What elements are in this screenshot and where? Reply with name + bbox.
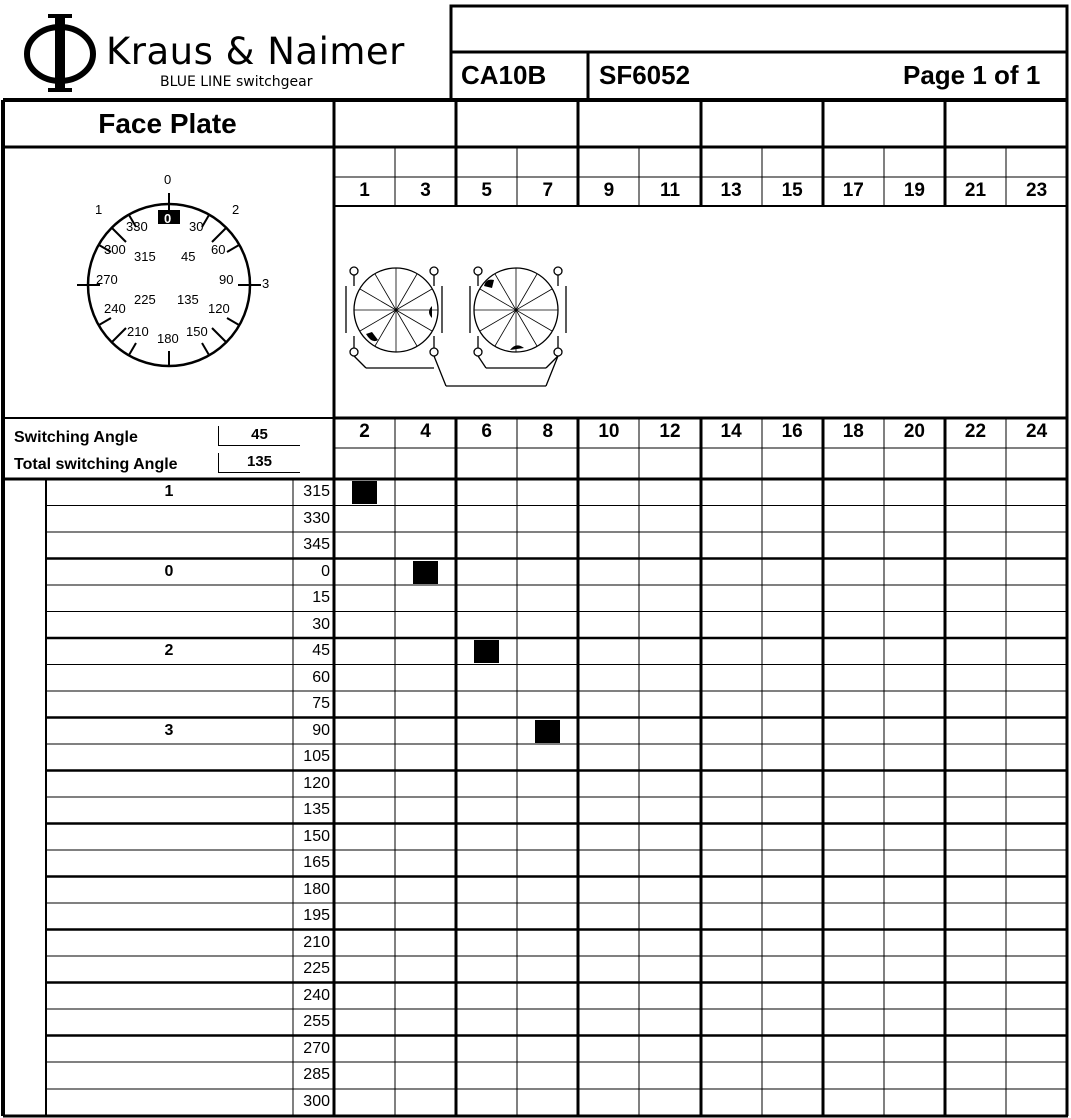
row-angle-label: 0 xyxy=(321,562,330,580)
terminal-top-17: 17 xyxy=(842,180,864,201)
terminal-bottom-4: 4 xyxy=(420,421,431,442)
program-number: SF6052 xyxy=(599,60,691,90)
contact-closed-marker xyxy=(352,481,377,504)
terminal-bottom-2: 2 xyxy=(359,421,370,442)
dial-angle-240: 240 xyxy=(104,301,126,316)
dial-angle-150: 150 xyxy=(186,324,208,339)
contact-closed-marker xyxy=(413,561,438,584)
terminal-bottom-10: 10 xyxy=(598,421,620,442)
row-position-label: 2 xyxy=(164,642,174,659)
dial-angle-210: 210 xyxy=(127,324,149,339)
total-switching-angle-value: 135 xyxy=(218,453,300,473)
row-angle-label: 105 xyxy=(303,748,330,765)
row-angle-label: 150 xyxy=(303,827,330,845)
dial-angle-90: 90 xyxy=(219,272,234,287)
terminal-bottom-8: 8 xyxy=(542,421,554,442)
brand-name: Kraus & Naimer xyxy=(106,30,405,73)
dial-angle-60: 60 xyxy=(211,242,226,257)
dial-pos-1: 1 xyxy=(95,202,103,217)
terminal-top-11: 11 xyxy=(659,180,681,201)
row-angle-label: 210 xyxy=(303,933,330,951)
dial-angle-120: 120 xyxy=(208,301,230,316)
row-angle-label: 270 xyxy=(303,1039,330,1057)
terminal-top-23: 23 xyxy=(1026,180,1048,201)
terminal-top-21: 21 xyxy=(964,180,987,201)
row-angle-label: 345 xyxy=(303,536,330,553)
contact-diagram xyxy=(336,208,1066,416)
switching-angle-label: Switching Angle xyxy=(14,429,138,446)
terminal-bottom-12: 12 xyxy=(659,421,681,442)
dial-angle-135: 135 xyxy=(177,292,199,307)
row-angle-label: 180 xyxy=(303,880,330,898)
row-angle-label: 285 xyxy=(303,1066,330,1083)
terminal-top-15: 15 xyxy=(781,180,803,201)
row-angle-label: 15 xyxy=(312,589,330,606)
terminal-top-13: 13 xyxy=(720,180,742,201)
terminal-bottom-20: 20 xyxy=(903,421,925,442)
dial-pos-0: 0 xyxy=(164,172,172,187)
terminal-bottom-24: 24 xyxy=(1026,421,1048,442)
dial-angle-180: 180 xyxy=(157,331,179,346)
terminal-top-19: 19 xyxy=(903,180,925,201)
dial-angle-270: 270 xyxy=(96,272,118,287)
dial-angle-330: 330 xyxy=(126,219,148,234)
row-angle-label: 75 xyxy=(312,695,330,712)
dial-pos-3: 3 xyxy=(262,276,270,291)
row-angle-label: 120 xyxy=(303,774,330,792)
row-angle-label: 315 xyxy=(303,483,330,500)
model-number: CA10B xyxy=(461,60,547,90)
dial-angle-225: 225 xyxy=(134,292,156,307)
row-angle-label: 135 xyxy=(303,801,330,818)
dial-angle-315: 315 xyxy=(134,249,156,264)
terminal-top-1: 1 xyxy=(359,180,370,201)
face-plate-title: Face Plate xyxy=(98,108,237,139)
terminal-bottom-16: 16 xyxy=(781,421,803,442)
contact-closed-marker xyxy=(535,720,560,743)
brand-tagline: BLUE LINE switchgear xyxy=(160,74,313,90)
row-angle-label: 255 xyxy=(303,1013,330,1030)
terminal-bottom-22: 22 xyxy=(964,421,987,442)
row-angle-label: 330 xyxy=(303,509,330,527)
row-position-label: 3 xyxy=(164,721,174,739)
terminal-top-3: 3 xyxy=(420,180,431,201)
row-angle-label: 300 xyxy=(303,1092,330,1110)
row-position-label: 1 xyxy=(164,483,174,500)
row-angle-label: 90 xyxy=(312,721,330,739)
terminal-top-5: 5 xyxy=(481,180,492,201)
contact-closed-marker xyxy=(474,640,499,663)
total-switching-angle-label: Total switching Angle xyxy=(14,456,178,473)
dial-angle-30: 30 xyxy=(189,219,204,234)
row-angle-label: 60 xyxy=(312,668,330,686)
row-angle-label: 240 xyxy=(303,986,330,1004)
page-indicator: Page 1 of 1 xyxy=(903,60,1041,90)
terminal-bottom-14: 14 xyxy=(720,421,742,442)
row-angle-label: 45 xyxy=(312,642,330,659)
terminal-bottom-6: 6 xyxy=(481,421,492,442)
row-angle-label: 165 xyxy=(303,854,330,871)
dial-angle-45: 45 xyxy=(181,249,196,264)
row-angle-label: 195 xyxy=(303,907,330,924)
dial-pos-2: 2 xyxy=(232,202,240,217)
row-position-label: 0 xyxy=(164,562,174,580)
switching-angle-value: 45 xyxy=(218,426,300,446)
dial-angle-0: 0 xyxy=(164,211,172,226)
dial-angle-300: 300 xyxy=(104,242,126,257)
row-angle-label: 30 xyxy=(312,615,330,633)
terminal-top-9: 9 xyxy=(603,180,615,201)
terminal-bottom-18: 18 xyxy=(842,421,864,442)
terminal-top-7: 7 xyxy=(542,180,554,201)
row-angle-label: 225 xyxy=(303,960,330,977)
